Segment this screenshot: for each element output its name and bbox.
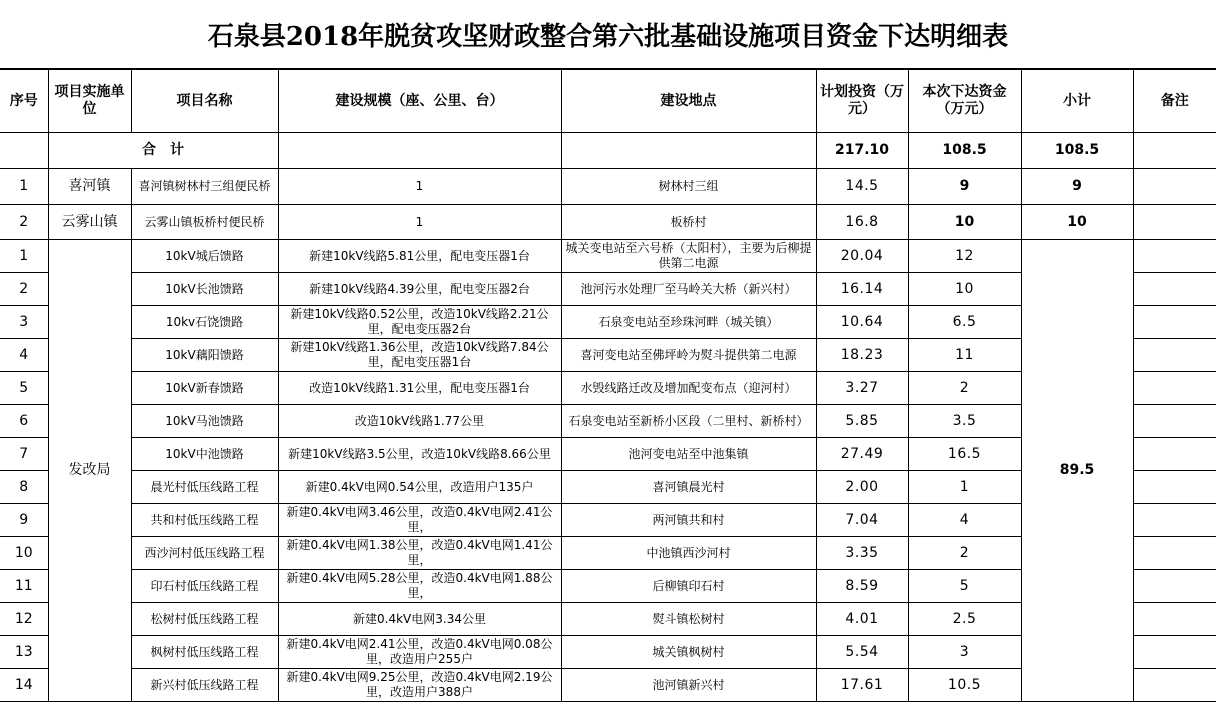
total-scale-cell xyxy=(278,133,561,169)
location-cell: 中池镇西沙河村 xyxy=(561,537,816,570)
allot-cell: 1 xyxy=(908,471,1021,504)
seq-cell: 5 xyxy=(0,372,48,405)
project-name-cell: 枫树村低压线路工程 xyxy=(131,636,278,669)
seq-cell: 10 xyxy=(0,537,48,570)
location-cell: 喜河变电站至佛坪岭为熨斗提供第二电源 xyxy=(561,339,816,372)
plan-cell: 3.35 xyxy=(816,537,908,570)
plan-cell: 4.01 xyxy=(816,603,908,636)
location-cell: 池河变电站至中池集镇 xyxy=(561,438,816,471)
location-cell: 石泉变电站至新桥小区段（二里村、新桥村） xyxy=(561,405,816,438)
note-cell xyxy=(1133,570,1216,603)
scale-cell: 改造10kV线路1.31公里，配电变压器1台 xyxy=(278,372,561,405)
project-name-cell: 10kV藕阳馈路 xyxy=(131,339,278,372)
seq-cell: 1 xyxy=(0,169,48,205)
allot-cell: 5 xyxy=(908,570,1021,603)
header-unit: 项目实施单位 xyxy=(48,70,131,133)
header-subtotal: 小计 xyxy=(1021,70,1133,133)
project-name-cell: 新兴村低压线路工程 xyxy=(131,669,278,702)
allot-cell: 2 xyxy=(908,372,1021,405)
location-cell: 树林村三组 xyxy=(561,169,816,205)
total-location-cell xyxy=(561,133,816,169)
location-cell: 池河污水处理厂至马岭关大桥（新兴村） xyxy=(561,273,816,306)
total-label: 合 计 xyxy=(48,133,278,169)
project-name-cell: 10kV新春馈路 xyxy=(131,372,278,405)
plan-cell: 5.54 xyxy=(816,636,908,669)
scale-cell: 1 xyxy=(278,169,561,205)
location-cell: 后柳镇印石村 xyxy=(561,570,816,603)
plan-cell: 17.61 xyxy=(816,669,908,702)
scale-cell: 改造10kV线路1.77公里 xyxy=(278,405,561,438)
scale-cell: 新建0.4kV电网3.34公里 xyxy=(278,603,561,636)
subtotal-cell: 9 xyxy=(1021,169,1133,205)
header-plan: 计划投资（万元） xyxy=(816,70,908,133)
allot-cell: 11 xyxy=(908,339,1021,372)
note-cell xyxy=(1133,504,1216,537)
group-subtotal-cell: 89.5 xyxy=(1021,240,1133,702)
scale-cell: 新建10kV线路0.52公里，改造10kV线路2.21公里，配电变压器2台 xyxy=(278,306,561,339)
project-name-cell: 共和村低压线路工程 xyxy=(131,504,278,537)
location-cell: 熨斗镇松树村 xyxy=(561,603,816,636)
location-cell: 两河镇共和村 xyxy=(561,504,816,537)
header-allot: 本次下达资金（万元） xyxy=(908,70,1021,133)
table-body xyxy=(0,70,1216,702)
note-cell xyxy=(1133,339,1216,372)
page-title: 石泉县2018年脱贫攻坚财政整合第六批基础设施项目资金下达明细表 xyxy=(0,0,1216,69)
note-cell xyxy=(1133,306,1216,339)
note-cell xyxy=(1133,537,1216,570)
location-cell: 城关镇枫树村 xyxy=(561,636,816,669)
seq-cell: 3 xyxy=(0,306,48,339)
subtotal-cell: 10 xyxy=(1021,205,1133,240)
scale-cell: 1 xyxy=(278,205,561,240)
seq-cell: 4 xyxy=(0,339,48,372)
note-cell xyxy=(1133,669,1216,702)
allot-cell: 10.5 xyxy=(908,669,1021,702)
scale-cell: 新建10kV线路1.36公里，改造10kV线路7.84公里，配电变压器1台 xyxy=(278,339,561,372)
allot-cell: 10 xyxy=(908,273,1021,306)
allot-cell: 3 xyxy=(908,636,1021,669)
group-unit-cell: 发改局 xyxy=(48,240,131,702)
plan-cell: 8.59 xyxy=(816,570,908,603)
scale-cell: 新建10kV线路5.81公里，配电变压器1台 xyxy=(278,240,561,273)
seq-cell: 8 xyxy=(0,471,48,504)
total-allot: 108.5 xyxy=(908,133,1021,169)
allot-cell: 9 xyxy=(908,169,1021,205)
seq-cell: 6 xyxy=(0,405,48,438)
seq-cell: 14 xyxy=(0,669,48,702)
scale-cell: 新建0.4kV电网3.46公里，改造0.4kV电网2.41公里， xyxy=(278,504,561,537)
allot-cell: 3.5 xyxy=(908,405,1021,438)
total-subtotal: 108.5 xyxy=(1021,133,1133,169)
plan-cell: 16.14 xyxy=(816,273,908,306)
plan-cell: 3.27 xyxy=(816,372,908,405)
scale-cell: 新建0.4kV电网5.28公里，改造0.4kV电网1.88公里， xyxy=(278,570,561,603)
seq-cell: 2 xyxy=(0,273,48,306)
note-cell xyxy=(1133,438,1216,471)
location-cell: 板桥村 xyxy=(561,205,816,240)
note-cell xyxy=(1133,240,1216,273)
plan-cell: 16.8 xyxy=(816,205,908,240)
plan-cell: 5.85 xyxy=(816,405,908,438)
note-cell xyxy=(1133,603,1216,636)
allot-cell: 6.5 xyxy=(908,306,1021,339)
note-cell xyxy=(1133,405,1216,438)
note-cell xyxy=(1133,205,1216,240)
seq-cell: 1 xyxy=(0,240,48,273)
location-cell: 池河镇新兴村 xyxy=(561,669,816,702)
project-name-cell: 印石村低压线路工程 xyxy=(131,570,278,603)
header-row xyxy=(0,70,1216,133)
project-name-cell: 晨光村低压线路工程 xyxy=(131,471,278,504)
seq-cell: 2 xyxy=(0,205,48,240)
project-name-cell: 10kV长池馈路 xyxy=(131,273,278,306)
allot-cell: 16.5 xyxy=(908,438,1021,471)
note-cell xyxy=(1133,273,1216,306)
project-name-cell: 松树村低压线路工程 xyxy=(131,603,278,636)
seq-cell: 9 xyxy=(0,504,48,537)
unit-cell: 喜河镇 xyxy=(48,169,131,205)
location-cell: 水毁线路迁改及增加配变布点（迎河村） xyxy=(561,372,816,405)
table-row xyxy=(0,169,1216,205)
total-note-cell xyxy=(1133,133,1216,169)
header-name: 项目名称 xyxy=(131,70,278,133)
scale-cell: 新建10kV线路4.39公里，配电变压器2台 xyxy=(278,273,561,306)
total-row xyxy=(0,133,1216,169)
seq-cell: 7 xyxy=(0,438,48,471)
header-note: 备注 xyxy=(1133,70,1216,133)
project-name-cell: 10kV城后馈路 xyxy=(131,240,278,273)
allot-cell: 2.5 xyxy=(908,603,1021,636)
scale-cell: 新建0.4kV电网0.54公里，改造用户135户 xyxy=(278,471,561,504)
plan-cell: 27.49 xyxy=(816,438,908,471)
total-seq-cell xyxy=(0,133,48,169)
location-cell: 喜河镇晨光村 xyxy=(561,471,816,504)
plan-cell: 14.5 xyxy=(816,169,908,205)
note-cell xyxy=(1133,169,1216,205)
project-name-cell: 西沙河村低压线路工程 xyxy=(131,537,278,570)
table-row xyxy=(0,240,1216,273)
table-row xyxy=(0,205,1216,240)
project-name-cell: 10kV中池馈路 xyxy=(131,438,278,471)
project-name-cell: 10kV马池馈路 xyxy=(131,405,278,438)
scale-cell: 新建0.4kV电网2.41公里，改造0.4kV电网0.08公里，改造用户255户 xyxy=(278,636,561,669)
plan-cell: 10.64 xyxy=(816,306,908,339)
project-name-cell: 喜河镇树林村三组便民桥 xyxy=(131,169,278,205)
project-name-cell: 云雾山镇板桥村便民桥 xyxy=(131,205,278,240)
header-seq: 序号 xyxy=(0,70,48,133)
seq-cell: 12 xyxy=(0,603,48,636)
location-cell: 城关变电站至六号桥（太阳村），主要为后柳提供第二电源 xyxy=(561,240,816,273)
allot-cell: 10 xyxy=(908,205,1021,240)
header-scale: 建设规模（座、公里、台） xyxy=(278,70,561,133)
seq-cell: 13 xyxy=(0,636,48,669)
note-cell xyxy=(1133,372,1216,405)
plan-cell: 7.04 xyxy=(816,504,908,537)
location-cell: 石泉变电站至珍珠河畔（城关镇） xyxy=(561,306,816,339)
scale-cell: 新建10kV线路3.5公里，改造10kV线路8.66公里 xyxy=(278,438,561,471)
allot-cell: 2 xyxy=(908,537,1021,570)
seq-cell: 11 xyxy=(0,570,48,603)
total-plan: 217.10 xyxy=(816,133,908,169)
scale-cell: 新建0.4kV电网1.38公里，改造0.4kV电网1.41公里， xyxy=(278,537,561,570)
plan-cell: 18.23 xyxy=(816,339,908,372)
allot-cell: 12 xyxy=(908,240,1021,273)
header-location: 建设地点 xyxy=(561,70,816,133)
plan-cell: 2.00 xyxy=(816,471,908,504)
project-name-cell: 10kv石饶馈路 xyxy=(131,306,278,339)
scale-cell: 新建0.4kV电网9.25公里，改造0.4kV电网2.19公里，改造用户388户 xyxy=(278,669,561,702)
fund-allocation-table xyxy=(0,69,1216,702)
allot-cell: 4 xyxy=(908,504,1021,537)
unit-cell: 云雾山镇 xyxy=(48,205,131,240)
note-cell xyxy=(1133,636,1216,669)
note-cell xyxy=(1133,471,1216,504)
plan-cell: 20.04 xyxy=(816,240,908,273)
